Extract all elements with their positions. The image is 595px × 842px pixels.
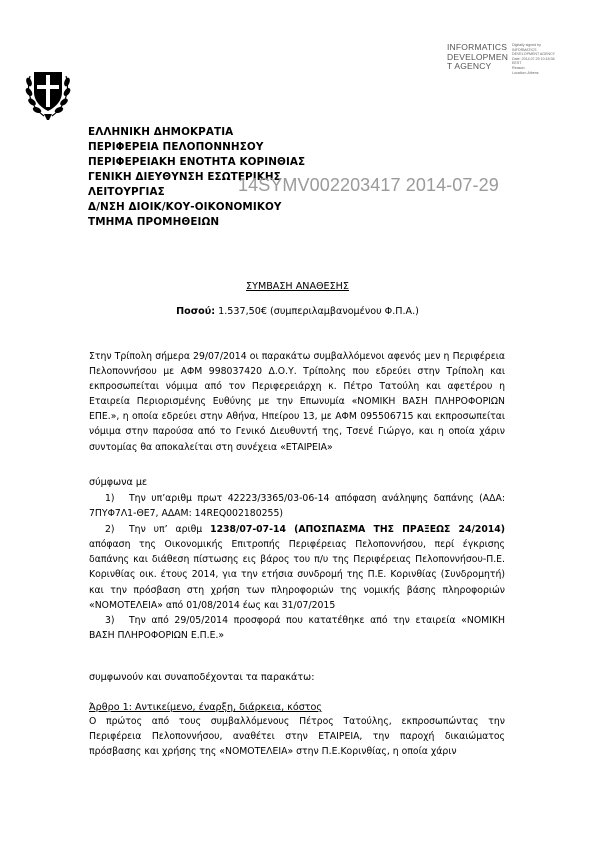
header-line: ΓΕΝΙΚΗ ΔΙΕΥΘΥΝΣΗ ΕΣΩΤΕΡΙΚΗΣ [88,171,281,183]
document-title: ΣΥΜΒΑΣΗ ΑΝΑΘΕΣΗΣ [246,281,349,292]
signature-org-line: INFORMATICS [447,42,508,52]
article-1-title: Άρθρο 1: Αντικείμενο, έναρξη, διάρκεια, κόστος [89,702,323,713]
contract-amount [0,306,595,317]
header-line: Δ/ΝΣΗ ΔΙΟΙΚ/ΚΟΥ-ΟΙΚΟΝΟΜΙΚΟΥ [88,201,282,213]
list-item [89,491,505,521]
ada-watermark: 14SYMV002203417 2014-07-29 [238,175,499,195]
amount-value: 1.537,50€ (συμπεριλαμβανομένου Φ.Π.Α.) [215,306,419,317]
intro-paragraph: Στην Τρίπολη σήμερα 29/07/2014 οι παρακάτω συμβαλλόμενοι αφενός μεν η Περιφέρεια Πελοποννήσου με ΑΦΜ 998037420 Δ.Ο.Υ. Τρίπολης που εδρεύει στην Τρίπολη και εκπροσωπείται νόμιμα από τον Περιφερειάρχη κ. Πέτρο Τατούλη και αφετέρου η Εταιρεία Περιορισμένης Ευθύνης με την Επωνυμία «ΝΟΜΙΚΗ ΒΑΣΗ ΠΛΗΡΟΦΟΡΙΩΝ ΕΠΕ.», η οποία εδρεύει στην Αθήνα, Ηπείρου 13, με ΑΦΜ 095506715 και εκπροσωπείται νόμιμα στην παρούσα από το Γενικό Διευθυντή της, Τσενέ Γιώργο, και η οποία χάριν συντομίας θα αποκαλείται στη συνέχεια «ΕΤΑΙΡΕΙΑ» [89,351,505,453]
list-item [89,613,505,643]
item-number: 2) [105,524,115,536]
signature-org-line: DEVELOPMEN [447,51,509,62]
greek-coat-of-arms-emblem [22,32,74,124]
article-1-text: Ο πρώτος από τους συμβαλλόμενους Πέτρος Τατούλης, εκπροσωπώντας την Περιφέρεια Πελοποννήσου, αναθέτει στην ΕΤΑΙΡΕΙΑ, την παροχή δικαιώματος πρόσβασης και χρήσης της «ΝΟΜΟΤΕΛΕΙΑ» στην Π.Ε.Κορινθίας, η οποία χάριν [89,716,505,758]
header-line: ΠΕΡΙΦΕΡΕΙΑΚΗ ΕΝΟΤΗΤΑ ΚΟΡΙΝΘΙΑΣ [88,156,306,168]
item-number: 3) [105,614,115,626]
signature-detail-line: INFORMATICS [512,47,537,52]
item-number: 1) [105,493,115,504]
agreement-statement: συμφωνούν και συναποδέχονται τα παρακάτω: [89,672,315,683]
signature-detail-line: Digitally signed by [512,43,541,47]
item-text: Την από 29/05/2014 προσφορά που κατατέθηκε από την εταιρεία «ΝΟΜΙΚΗ ΒΑΣΗ ΠΛΗΡΟΦΟΡΙΩΝ Ε.Π.Ε.» [89,614,505,641]
considerations-list [89,491,505,643]
item-text: Την υπ’αριθμ πρωτ 42223/3365/03-06-14 απόφαση ανάληψης δαπάνης (ΑΔΑ: 7ΠΥΦ7Λ1-ΘΕ7, ΑΔΑΜ: 14REQ002180255) [89,493,505,520]
header-line: ΤΜΗΜΑ ΠΡΟΜΗΘΕΙΩΝ [88,216,220,228]
signature-detail-line: Reason: [512,65,526,70]
digital-signature-org-name [447,43,508,72]
decision-extract: (ΑΠΟΣΠΑΣΜΑ ΤΗΣ ΠΡΑΞΕΩΣ 24/2014) [285,524,505,536]
header-line: ΛΕΙΤΟΥΡΓΙΑΣ [88,186,165,198]
digital-signature-details [512,43,572,75]
item-text: απόφαση της Οικονομικής Επιτροπής Περιφέρειας Πελοποννήσου, περί έγκρισης δαπάνης και διάθεση πίστωσης εις βάρος του π/υ της Περιφέρειας Πελοποννήσου-Π.Ε. Κορινθίας οικ. έτους 2014, για την ετήσια συνδρομή της Π.Ε. Κορινθίας (Συνδρομητή) και την πρόσβαση στη χρήση των πληροφοριών της νομικής βάσης πληροφοριών «ΝΟΜΟΤΕΛΕΙΑ» από 01/08/2014 έως και 31/07/2015 [89,539,505,611]
item-text-pre: Την υπ’ αριθμ [129,524,211,536]
amount-label: Ποσού: [176,306,216,317]
decision-number: 1238/07-07-14 [210,524,286,536]
header-line: ΠΕΡΙΦΕΡΕΙΑ ΠΕΛΟΠΟΝΝΗΣΟΥ [88,141,264,153]
header-line: ΕΛΛΗΝΙΚΗ ΔΗΜΟΚΡΑΤΙΑ [88,126,234,138]
signature-org-line: T AGENCY [447,61,492,71]
list-item [89,522,505,613]
signature-detail-line: EEST [512,61,522,66]
according-label: σύμφωνα με [89,477,148,488]
signature-detail-line: DEVELOPMENT AGENCY [512,52,556,57]
signature-detail-line: Date: 2014.07.29 10:18:36 [512,56,555,61]
signature-detail-line: Location: Athens [512,70,539,75]
